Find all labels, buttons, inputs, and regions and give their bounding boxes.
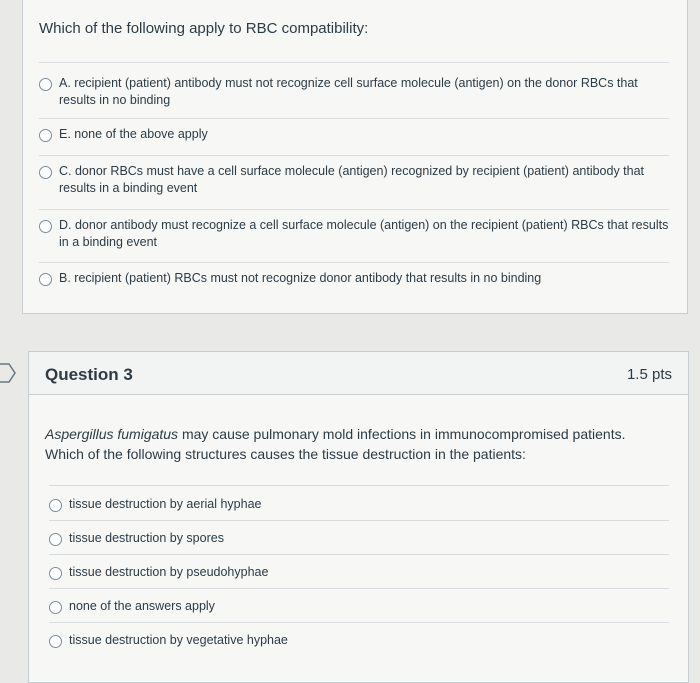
radio-button[interactable] — [49, 601, 62, 614]
answer-label: A. recipient (patient) antibody must not recognize cell surface molecule (antigen) on the donor RBCs that results in no binding — [59, 76, 638, 107]
answer-label: tissue destruction by pseudohyphae — [69, 565, 269, 579]
radio-button[interactable] — [39, 78, 52, 91]
organism-name: Aspergillus fumigatus — [45, 426, 179, 442]
answer-option-d[interactable] — [39, 209, 669, 263]
question-nav-arrow-icon — [0, 360, 16, 386]
question-3-prompt — [45, 424, 665, 464]
answer-label: tissue destruction by vegetative hyphae — [69, 633, 288, 647]
answer-option-aerial-hyphae[interactable] — [49, 485, 669, 520]
answer-label: B. recipient (patient) RBCs must not recognize donor antibody that results in no binding — [59, 271, 542, 285]
answer-option-a[interactable] — [39, 62, 669, 119]
answer-label: C. donor RBCs must have a cell surface molecule (antigen) recognized by recipient (patient) antibody that results in a binding event — [59, 164, 645, 195]
question-2-card — [22, 0, 688, 314]
radio-button[interactable] — [39, 273, 52, 286]
radio-button[interactable] — [39, 220, 52, 233]
answer-option-b[interactable] — [39, 262, 669, 300]
radio-button[interactable] — [49, 499, 62, 512]
radio-button[interactable] — [49, 635, 62, 648]
radio-button[interactable] — [49, 533, 62, 546]
radio-button[interactable] — [49, 567, 62, 580]
question-2-prompt: Which of the following apply to RBC compatibility: — [39, 20, 369, 37]
question-3-header — [29, 352, 688, 395]
answer-option-vegetative-hyphae[interactable] — [49, 622, 669, 656]
answer-option-pseudohyphae[interactable] — [49, 554, 669, 588]
radio-button[interactable] — [39, 129, 52, 142]
question-3-card — [28, 351, 689, 683]
question-title: Question 3 — [45, 365, 133, 384]
answer-label: tissue destruction by aerial hyphae — [69, 497, 262, 511]
answer-option-spores[interactable] — [49, 520, 669, 554]
prompt-text: may cause pulmonary mold infections in immunocompromised patients. Which of the following structures causes the tissue destruction in the patients: — [45, 426, 626, 462]
answer-option-e[interactable] — [39, 118, 669, 156]
answer-label: E. none of the above apply — [59, 127, 208, 141]
radio-button[interactable] — [39, 166, 52, 179]
question-points: 1.5 pts — [626, 366, 672, 383]
answer-label: D. donor antibody must recognize a cell surface molecule (antigen) on the recipient (patient) RBCs that results in a binding event — [59, 218, 669, 249]
answer-label: none of the answers apply — [69, 599, 215, 613]
answer-label: tissue destruction by spores — [69, 531, 224, 545]
answer-option-none[interactable] — [49, 588, 669, 622]
answer-option-c[interactable] — [39, 155, 669, 209]
